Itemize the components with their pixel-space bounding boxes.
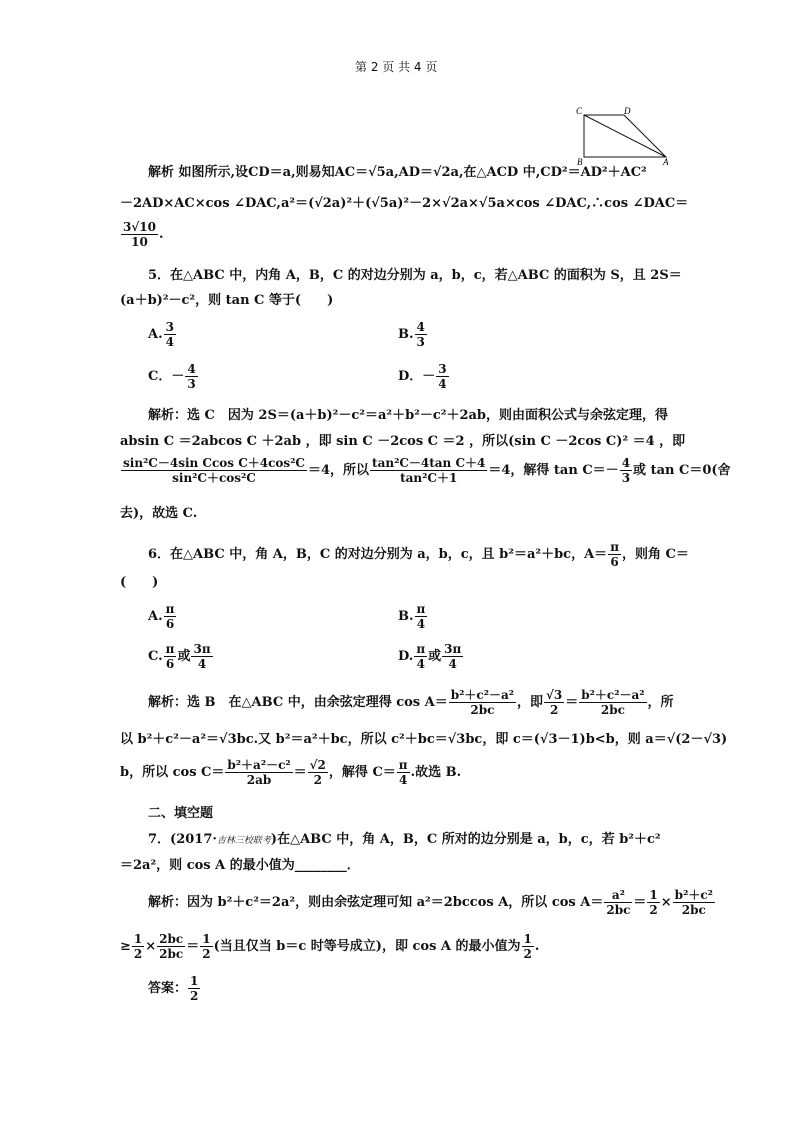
q5-solution-line1: 解析：选 C 因为 2S＝(a＋b)²－c²＝a²＋b²－c²＋2ab，则由面积公式与余弦定理，得 <box>148 408 669 423</box>
page-header: 第 2 页 共 4 页 <box>355 60 438 74</box>
q6-solution-line2: 以 b²＋c²－a²＝√3bc.又 b²＝a²＋bc，所以 c²＋bc＝√3bc，即 c＝(√3－1)b<b，则 a＝√(2－√3) <box>120 732 728 747</box>
q5-solution-line3: $\frac{\text{sin²C－4sin Ccos C＋4cos²C}}{\text{sin²C＋cos²C}}$ ＝4，所以 $\frac{\text{tan²C－4tan C＋4}}{\text{tan²C＋1}}$ ＝4，解得 tan C＝－ $\frac{4}{3}$ 或 tan C＝0(舍 <box>123 456 731 485</box>
sol4-line1: 解析 如图所示,设CD＝a,则易知AC＝√5a,AD＝√2a,在△ACD 中,CD²＝AD²＋AC² <box>148 165 647 180</box>
q5-stem-line1: 5．在△ABC 中，内角 A，B，C 的对边分别为 a，b，c，若△ABC 的面积为 S，且 2S＝ <box>148 268 682 283</box>
label-B: B <box>577 157 583 166</box>
q5-option-c[interactable]: C．－ $\frac{4}{3}$ <box>148 362 196 391</box>
q6-solution-line1: 解析：选 B 在△ABC 中，由余弦定理得 cos A＝ $\frac{\text{b²＋c²－a²}}{2bc}$ ，即 $\frac{√3}{2}$ ＝ $\frac{\text{b²＋c²－a²}}{2bc}$ ，所 <box>148 688 674 717</box>
label-D: D <box>624 106 631 116</box>
geometry-figure <box>568 104 678 166</box>
q7-solution-line2: ≥ $\frac{1}{2}$ × $\frac{2bc}{2bc}$ ＝ $\frac{1}{2}$ (当且仅当 b＝c 时等号成立)，即 cos A 的最小值为 $\frac{1}{2}$ . <box>120 932 540 961</box>
q5-solution-line2: absin C ＝2abcos C ＋2ab ，即 sin C －2cos C ＝2 ，所以(sin C －2cos C)² ＝4 ，即 <box>120 434 686 449</box>
q5-option-a[interactable]: A. $\frac{3}{4}$ <box>148 320 174 349</box>
q6-stem-line1: 6．在△ABC 中，角 A，B，C 的对边分别为 a，b，c，且 b²＝a²＋bc，A＝ $\frac{\pi}{6}$ ，则角 C＝ <box>148 540 689 569</box>
q7-stem-line1: 7．(2017·吉林三校联考)在△ABC 中，角 A，B，C 所对的边分别是 a，b，c，若 b²＋c² <box>148 832 661 847</box>
q5-solution-line4: 去)，故选 C. <box>120 506 198 521</box>
sol4-answer: $\frac{3√10}{10}$ . <box>123 220 164 249</box>
q5-option-d[interactable]: D．－ $\frac{3}{4}$ <box>398 362 447 391</box>
q6-solution-line3: b，所以 cos C＝ $\frac{\text{b²＋a²－c²}}{2ab}$ ＝ $\frac{√2}{2}$ ，解得 C＝ $\frac{\pi}{4}$ .故选 B. <box>120 758 462 787</box>
label-A: A <box>663 157 669 166</box>
q7-solution-line1: 解析：因为 b²＋c²＝2a²，则由余弦定理可知 a²＝2bccos A，所以 cos A＝ $\frac{\text{a²}}{2bc}$ ＝ $\frac{1}{2}$ × $\frac{\text{b²＋c²}}{2bc}$ <box>148 888 713 917</box>
q5-option-b[interactable]: B. $\frac{4}{3}$ <box>398 320 425 349</box>
q7-stem-line2: ＝2a²，则 cos A 的最小值为________． <box>120 858 360 873</box>
q7-answer: 答案： $\frac{1}{2}$ <box>148 974 199 1003</box>
q5-stem-line2: (a＋b)²－c²，则 tan C 等于( ) <box>120 293 334 308</box>
section-heading: 二、填空题 <box>148 806 214 821</box>
q6-option-a[interactable]: A. $\frac{\pi}{6}$ <box>148 602 175 631</box>
q6-stem-line2: ( ) <box>120 575 159 590</box>
label-C: C <box>576 106 583 116</box>
q6-option-d[interactable]: D. $\frac{\pi}{4}$ 或 $\frac{3\pi}{4}$ <box>398 642 462 671</box>
q6-option-b[interactable]: B. $\frac{\pi}{4}$ <box>398 602 426 631</box>
sol4-line2: －2AD×AC×cos ∠DAC,a²＝(√2a)²＋(√5a)²－2×√2a×√5a×cos ∠DAC,∴cos ∠DAC＝ <box>120 196 689 211</box>
q6-option-c[interactable]: C. $\frac{\pi}{6}$ 或 $\frac{3\pi}{4}$ <box>148 642 211 671</box>
